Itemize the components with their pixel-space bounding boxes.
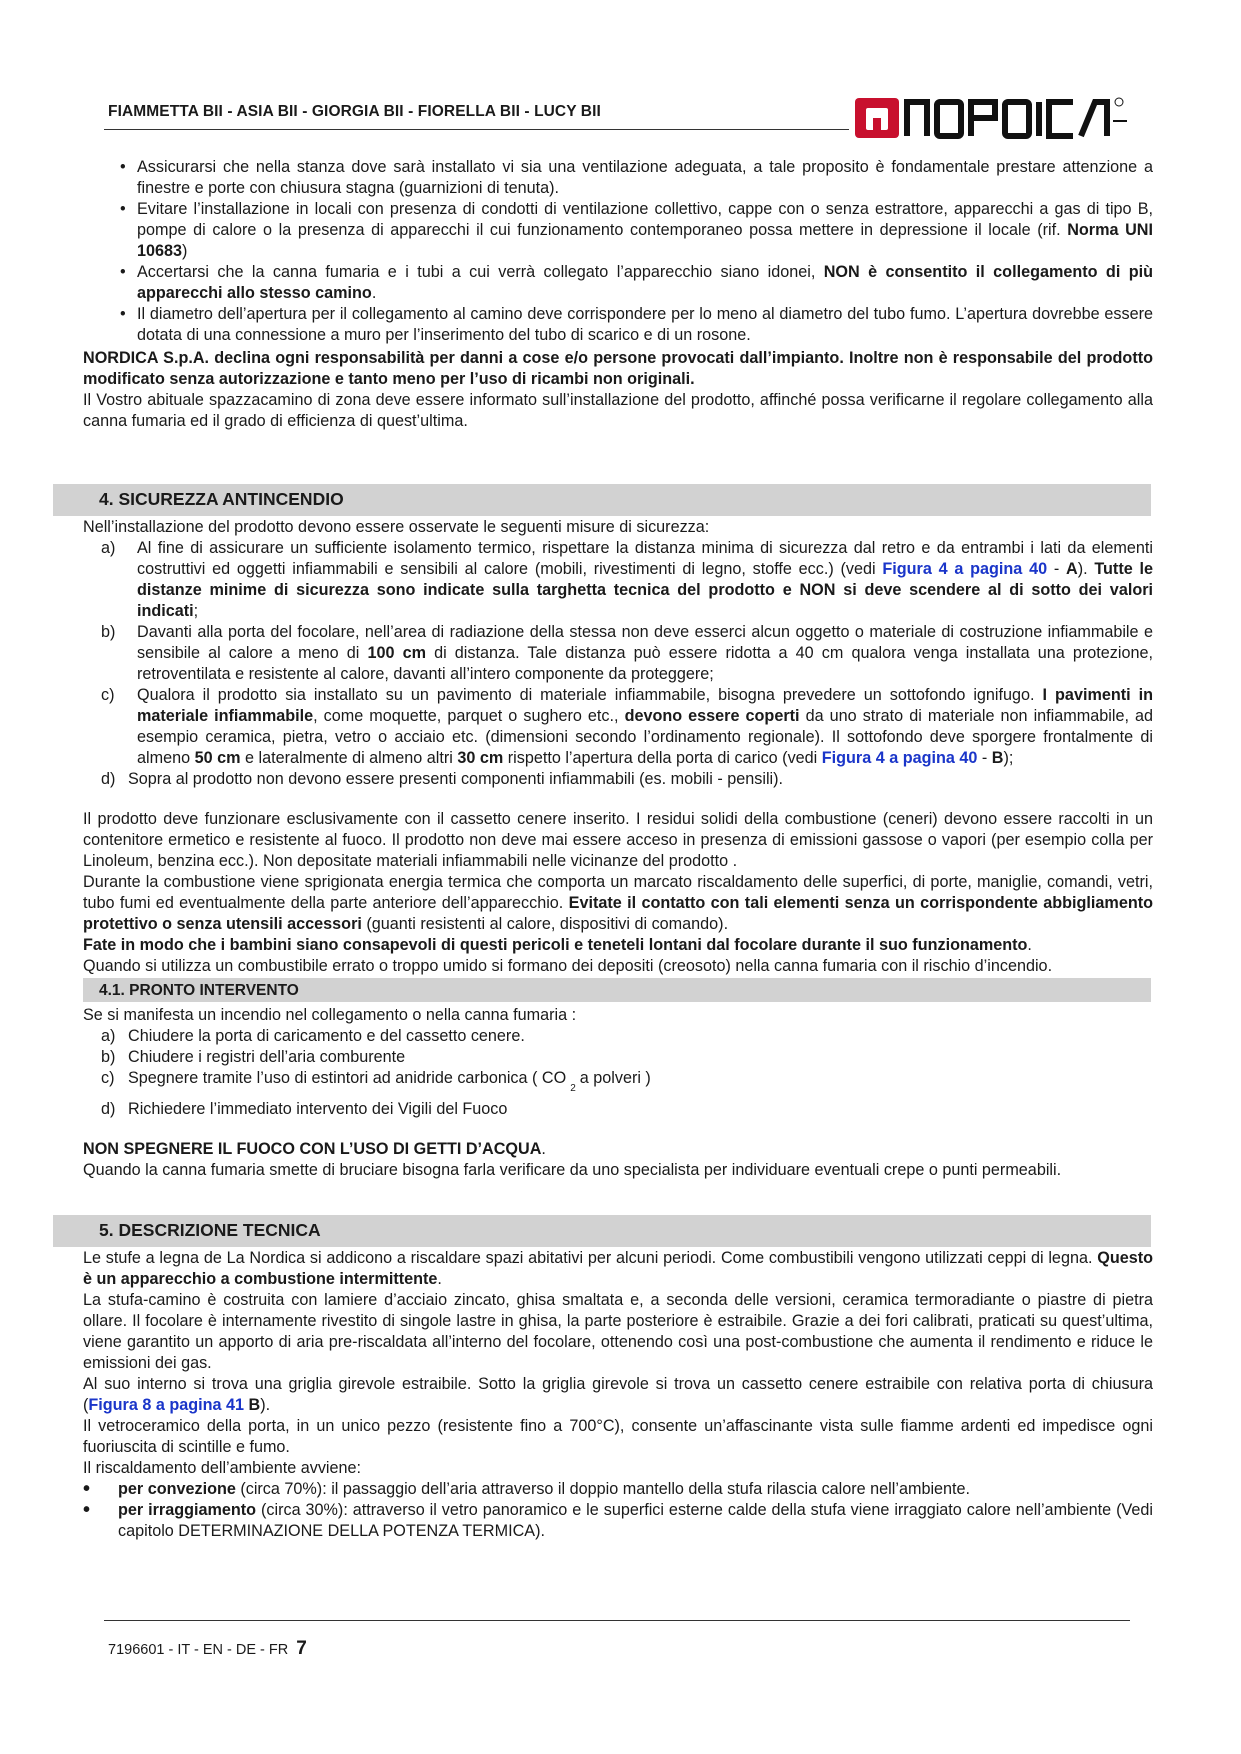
header-title: FIAMMETTA BII - ASIA BII - GIORGIA BII - FIORELLA BII - LUCY BII xyxy=(108,103,601,120)
list-item: • Il diametro dell’apertura per il collegamento al camino deve corrispondere per lo meno al diametro del tubo fumo. L’apertura dovrebbe essere dotata di una connessione a muro per l’inserimento del tubo di scarico e di un rosone. xyxy=(83,304,1153,346)
paragraph: La stufa-camino è costruita con lamiere d’acciaio zincato, ghisa smaltata e, a seconda delle versioni, ceramica termoradiante o piastre di pietra ollare. Il focolare è internamente rivestito di singole lastre in ghisa, la parte posteriore è estraibile. Grazie a dei fori calibrati, praticati su quest’ultima, viene garantito un apporto di aria pre-riscaldata all’interno del focolare, ottenendo così una post-combustione che aumenta il rendimento e riduce le emissioni dei gas. xyxy=(83,1291,1153,1372)
safety-measures-list xyxy=(83,538,1153,790)
list-item: c) Qualora il prodotto sia installato su un pavimento di materiale infiammabile, bisogna prevedere un sottofondo ignifugo. I pavimenti in materiale infiammabile, come moquette, parquet o sughero etc., devono essere coperti da uno strato di materiale non infiammabile, ad esempio ceramica, pietra, vetro o acciaio etc. (dimensioni secondo l’ordinamento regionale). Il sottofondo deve sporgere frontalmente di almeno 50 cm e lateralmente di almeno altri 30 cm rispetto l’apertura della porta di carico (vedi Figura 4 a pagina 40 - B); xyxy=(101,686,1154,767)
figure-link[interactable]: Figura 4 a pagina 40 xyxy=(821,749,978,767)
paragraph: Il vetroceramico della porta, in un unico pezzo (resistente fino a 700°C), consente un’affascinante vista sulle fiamme ardenti ed impedisce ogni fuoriuscita di scintille e fumo. xyxy=(83,1417,1153,1456)
list-item: a) Chiudere la porta di caricamento e del cassetto cenere. xyxy=(101,1027,525,1045)
page-number: 7 xyxy=(296,1638,307,1659)
list-item: d) Richiedere l’immediato intervento dei Vigili del Fuoco xyxy=(101,1100,508,1118)
paragraph: Quando si utilizza un combustibile errato o troppo umido si formano dei depositi (creosoto) nella canna fumaria con il rischio d’incendio. xyxy=(83,957,1053,975)
heating-modes-list xyxy=(83,1479,1153,1542)
paragraph: Al suo interno si trova una griglia girevole estraibile. Sotto la griglia girevole si trova un cassetto cenere estraibile con relativa porta di chiusura (Figura 8 a pagina 41 B). xyxy=(83,1375,1153,1414)
figure-link[interactable]: Figura 8 a pagina 41 xyxy=(88,1396,245,1414)
nordica-logo xyxy=(855,92,1127,144)
section-5-heading: 5. DESCRIZIONE TECNICA xyxy=(53,1215,1151,1247)
section-4-1-heading: 4.1. PRONTO INTERVENTO xyxy=(83,978,1151,1002)
section-4-intro: Nell’installazione del prodotto devono essere osservate le seguenti misure di sicurezza: xyxy=(83,518,710,536)
paragraph: Il riscaldamento dell’ambiente avviene: xyxy=(83,1459,362,1477)
warning: NON SPEGNERE IL FUOCO CON L’USO DI GETTI D’ACQUA. xyxy=(83,1140,546,1158)
figure-link[interactable]: Figura 4 a pagina 40 xyxy=(882,560,1048,578)
list-item: • Accertarsi che la canna fumaria e i tubi a cui verrà collegato l’apparecchio siano idonei, NON è consentito il collegamento di più apparecchi allo stesso camino. xyxy=(83,262,1153,304)
paragraph: Quando la canna fumaria smette di bruciare bisogna farla verificare da uno specialista per individuare eventuali crepe o punti permeabili. xyxy=(83,1161,1062,1179)
list-item: • Evitare l’installazione in locali con presenza di condotti di ventilazione collettivo, cappe con o senza estrattore, apparecchi a gas di tipo B, pompe di calore o la presenza di apparecchi il cui funzionamento contemporaneo possa mettere in depressione il locale (rif. Norma UNI 10683) xyxy=(83,199,1153,262)
list-item: b) Davanti alla porta del focolare, nell’area di radiazione della stessa non deve esserci alcun oggetto o materiale di costruzione infiammabile e sensibile al calore a meno di 100 cm di distanza. Tale distanza può essere ridotta a 40 cm qualora venga installata una protezione, retroventilata e resistente al calore, davanti all’intero componente da proteggere; xyxy=(101,623,1154,683)
document-code: 7196601 - IT - EN - DE - FR xyxy=(108,1642,289,1658)
footer-rule xyxy=(104,1620,1130,1621)
section-4-1-intro: Se si manifesta un incendio nel collegamento o nella canna fumaria : xyxy=(83,1006,577,1024)
paragraph: Le stufe a legna de La Nordica si addicono a riscaldare spazi abitativi per alcuni periodi. Come combustibili vengono utilizzati ceppi di legna. Questo è un apparecchio a combustione intermittente. xyxy=(83,1249,1153,1288)
header-rule xyxy=(104,129,849,130)
footer xyxy=(108,1638,307,1661)
list-item: c) Spegnere tramite l’uso di estintori ad anidride carbonica ( $CO_2a$ polveri ) xyxy=(101,1069,651,1094)
list-item: a) Al fine di assicurare un sufficiente isolamento termico, rispettare la distanza minima di sicurezza dal retro e da entrambi i lati da elementi costruttivi ed oggetti infiammabili e sensibili al calore (mobili, rivestimenti di legno, stoffe ecc.) (vedi Figura 4 a pagina 40 - A). Tutte le distanze minime di sicurezza sono indicate sulla targhetta tecnica del prodotto e NON si deve scendere al di sotto dei valori indicati; xyxy=(101,539,1153,620)
list-item: b) Chiudere i registri dell’aria comburente xyxy=(101,1048,406,1066)
emergency-steps-list xyxy=(83,1026,1153,1120)
disclaimer-text: Il Vostro abituale spazzacamino di zona deve essere informato sull’installazione del prodotto, affinché possa verificarne il regolare collegamento alla canna fumaria ed il grado di efficienza di quest’ultima. xyxy=(83,391,1153,430)
paragraph: Il prodotto deve funzionare esclusivamente con il cassetto cenere inserito. I residui solidi della combustione (ceneri) devono essere raccolti in un contenitore ermetico e resistente al fuoco. Il prodotto non deve mai essere acceso in presenza di emissioni gassose o vapori (per esempio colla per Linoleum, benzina ecc.). Non depositate materiali infiammabili nelle vicinanze del prodotto . xyxy=(83,810,1153,870)
list-item: • per convezione (circa 70%): il passaggio dell’aria attraverso il doppio mantello della stufa rilascia calore nell’ambiente. xyxy=(83,1479,1153,1500)
paragraph: Fate in modo che i bambini siano consapevoli di questi pericoli e teneteli lontani dal focolare durante il suo funzionamento. xyxy=(83,936,1032,954)
list-item: • per irraggiamento (circa 30%): attraverso il vetro panoramico e le superfici esterne calde della stufa viene irraggiato calore nell’ambiente (Vedi capitolo DETERMINAZIONE DELLA POTENZA TERMICA). xyxy=(83,1500,1153,1542)
intro-bullet-list xyxy=(83,157,1153,346)
paragraph: Durante la combustione viene sprigionata energia termica che comporta un marcato riscaldamento delle superfici, di porte, maniglie, comandi, vetri, tubo fumi ed eventualmente della parte anteriore dell’apparecchio. Evitate il contatto con tali elementi senza un corrispondente abbigliamento protettivo o senza utensili accessori (guanti resistenti al calore, dispositivi di comando). xyxy=(83,873,1153,933)
section-4-heading: 4. SICUREZZA ANTINCENDIO xyxy=(53,484,1151,516)
list-item: • Assicurarsi che nella stanza dove sarà installato vi sia una ventilazione adeguata, a tale proposito è fondamentale prestare attenzione a finestre e porte con chiusura stagna (guarnizioni di tenuta). xyxy=(83,157,1153,199)
list-item: d) Sopra al prodotto non devono essere presenti componenti infiammabili (es. mobili - pensili). xyxy=(101,770,784,788)
disclaimer: NORDICA S.p.A. declina ogni responsabilità per danni a cose e/o persone provocati dall’impianto. Inoltre non è responsabile del prodotto modificato senza autorizzazione e tanto meno per l’uso di ricambi non originali. xyxy=(83,349,1153,388)
page-content xyxy=(83,157,1153,1542)
